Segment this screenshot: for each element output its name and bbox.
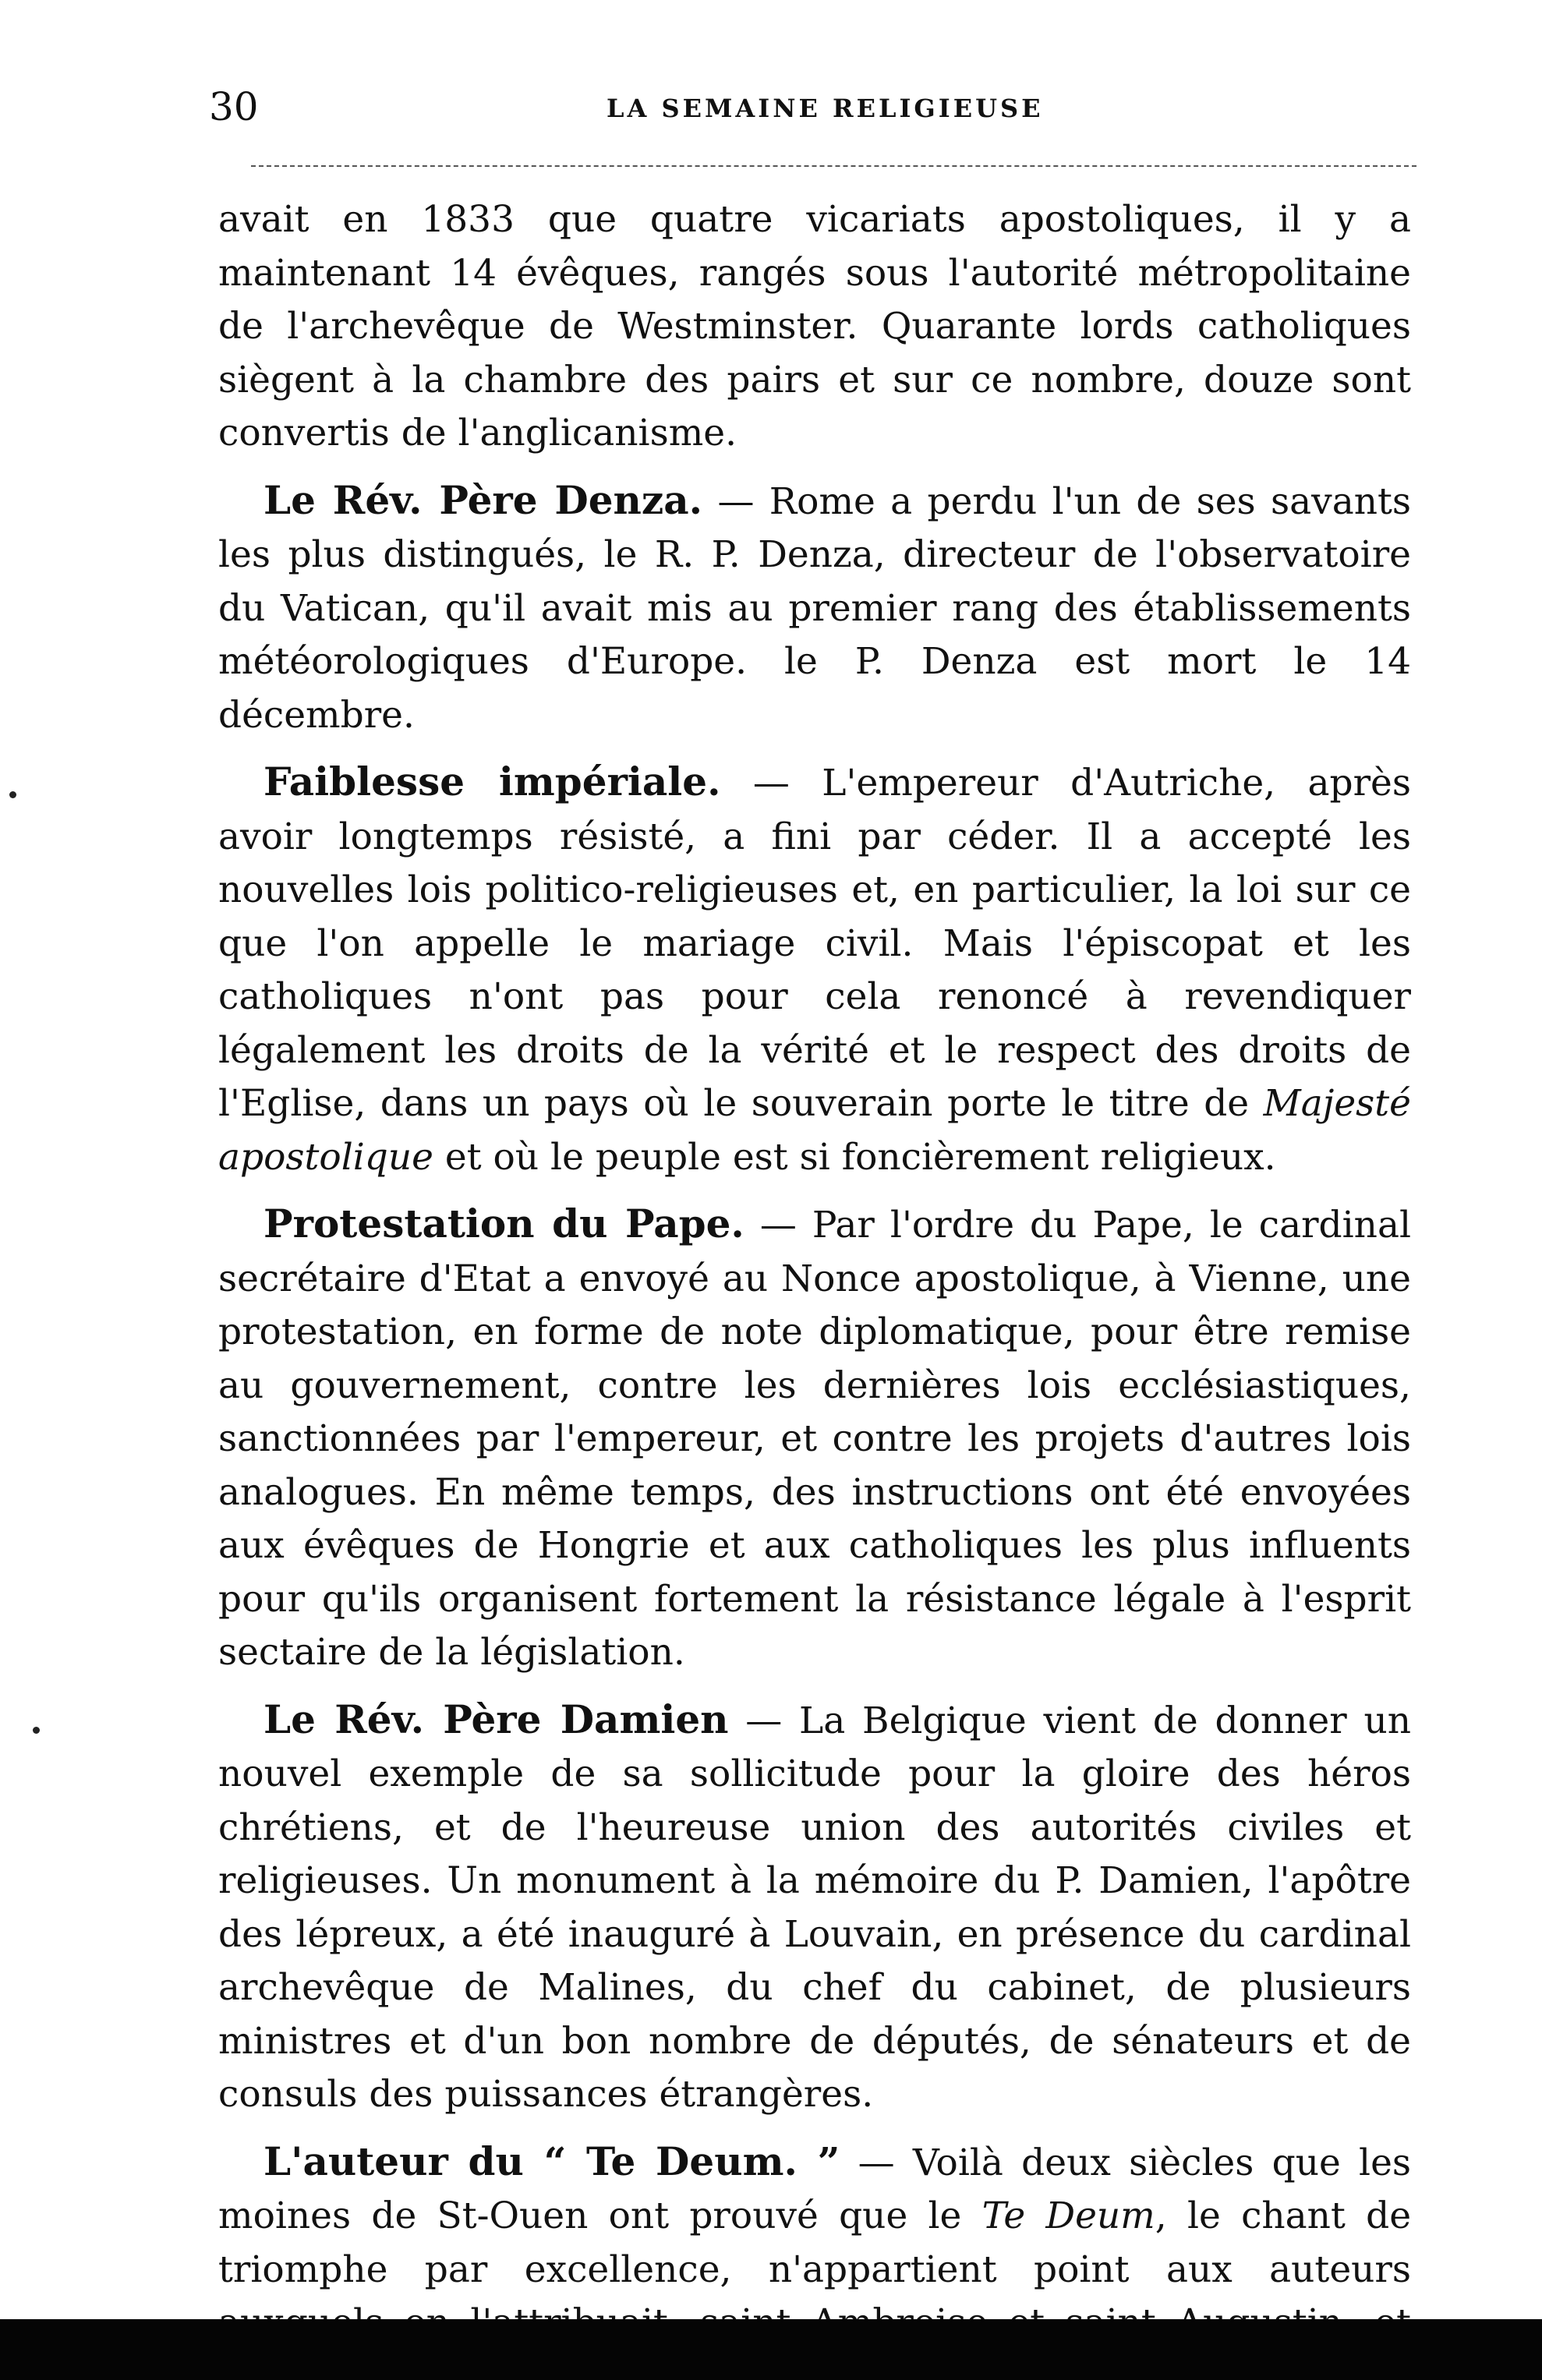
scan-border: [0, 2319, 1542, 2380]
margin-speck: [9, 791, 16, 798]
margin-speck: [33, 1727, 40, 1734]
paragraph-text: avait en 1833 que quatre vicariats apostoliques, il y a maintenant 14 évêques, rangés sous l'autorité métropolitaine de l'archevêque de Westminster. Quarante lords catholiques siègent à la chambre des pairs et sur ce nombre, douze sont convertis de l'anglicanisme.: [218, 198, 1411, 454]
article-heading: L'auteur du “ Te Deum. ”: [263, 2138, 840, 2184]
article-heading: Faiblesse impériale.: [263, 759, 721, 805]
paragraph-text: — Rome a perdu l'un de ses savants les plus distingués, le R. P. Denza, directeur de l'observatoire du Vatican, qu'il avait mis au premier rang des établissements météorologiques d'Europe. le P. Denza est mort le 14 décembre.: [218, 479, 1411, 737]
paragraph-text: — Par l'ordre du Pape, le cardinal secrétaire d'Etat a envoyé au Nonce apostolique, à Vienne, une protestation, en forme de note diplomatique, pour être remise au gouvernement, contre les dernières lois ecclésiastiques, sanctionnées par l'empereur, et contre les projets d'autres lois analogues. En même temps, des instructions ont été envoyées aux évêques de Hongrie et aux catholiques les plus influents pour qu'ils organisent fortement la résistance légale à l'esprit sectaire de la législation.: [218, 1204, 1411, 1674]
header-rule: [251, 165, 1416, 167]
paragraph-text: — Voilà deux siècles que les moines de St-Ouen ont prouvé que le: [218, 2141, 1411, 2237]
article-body: [218, 193, 1411, 2380]
article-damien: [218, 1693, 1411, 2122]
article-faiblesse: [218, 755, 1411, 1184]
paragraph-text: — La Belgique vient de donner un nouvel exemple de sa sollicitude pour la gloire des héros chrétiens, et de l'heureuse union des autorités civiles et religieuses. Un monument à la mémoire du P. Damien, l'apôtre des lépreux, a été inauguré à Louvain, en présence du cardinal archevêque de Malines, du chef du cabinet, de plusieurs ministres et d'un bon nombre de députés, de sénateurs et de consuls des puissances étrangères.: [218, 1699, 1411, 2116]
page-number: 30: [209, 84, 259, 129]
italic-phrase: Majesté apostolique: [218, 1082, 1411, 1179]
paragraph-text: — L'empereur d'Autriche, après avoir longtemps résisté, a fini par céder. Il a accepté les nouvelles lois politico-religieuses et, en particulier, la loi sur ce que l'on appelle le mariage civil. Mais l'épiscopat et les catholiques n'ont pas pour cela renoncé à revendiquer légalement les droits de la vérité et le respect des droits de l'Eglise, dans un pays où le souverain porte le titre de: [218, 762, 1411, 1125]
article-heading: Le Rév. Père Denza.: [263, 476, 703, 523]
article-heading: Protestation du Pape.: [263, 1201, 744, 1247]
paragraph-continuation: [218, 193, 1411, 461]
article-protestation: [218, 1197, 1411, 1680]
paragraph-text-after: , le chant de triomphe par excellence, n'appartient point aux auteurs: [218, 2194, 1412, 2291]
paragraph-text-after: et où le peuple est si foncièrement religieux.: [433, 1135, 1276, 1179]
italic-phrase: Te Deum: [981, 2194, 1155, 2237]
page-header: [209, 84, 1409, 139]
article-heading: Le Rév. Père Damien: [263, 1696, 729, 1742]
running-title: LA SEMAINE RELIGIEUSE: [607, 94, 1044, 123]
article-denza: [218, 474, 1411, 743]
